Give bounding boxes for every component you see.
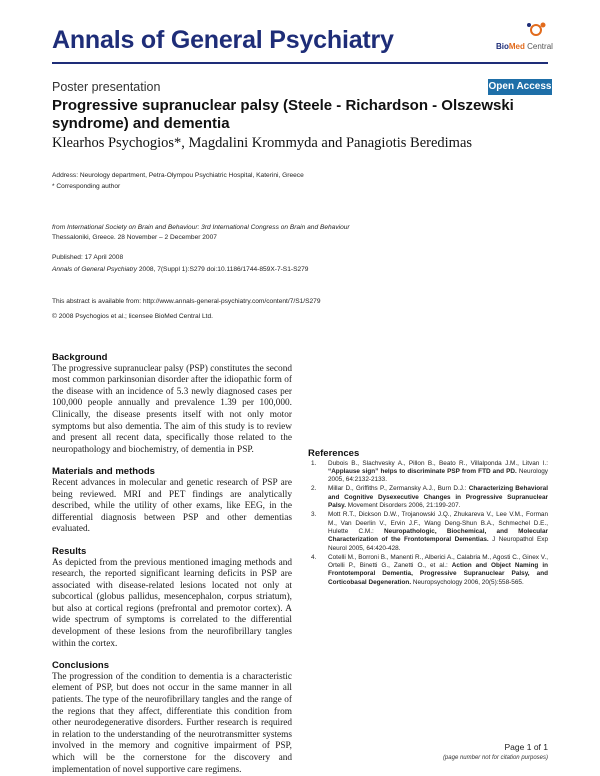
reference-number: 4. <box>311 553 317 561</box>
reference-title: “Applause sign” helps to discriminate PSP from FTD and PD. <box>328 467 517 475</box>
reference-source: Neuropsychology 2006, 20(5):558-565. <box>411 578 524 586</box>
right-column <box>308 352 548 588</box>
reference-authors: Cotelli M., Borroni B., Manenti R., Alberici A., Calabria M., Agosti C., Ginex V., Ortelli P., Binetti G., Zanetti O., et al.: <box>328 553 548 570</box>
article-title: Progressive supranuclear palsy (Steele - Richardson - Olszewski syndrome) and dementia <box>52 97 514 132</box>
author-list: Klearhos Psychogios*, Magdalini Krommyda and Panagiotis Beredimas <box>52 135 473 151</box>
methods-text: Recent advances in molecular and genetic research of PSP are being reviewed. MRI and PET findings are analytically described, while the utility of other exams, like EEG, in the differential diagnosis between PSP and other dementias evaluated. <box>52 477 292 535</box>
logo-central: Central <box>527 42 553 51</box>
reference-item <box>308 485 548 510</box>
article-type: Poster presentation <box>52 80 161 94</box>
background-heading: Background <box>52 352 108 363</box>
references-list <box>308 460 548 587</box>
left-column <box>52 352 292 776</box>
page-number-note: (page number not for citation purposes) <box>442 755 548 761</box>
reference-number: 1. <box>311 459 317 467</box>
reference-source: J Neuropathol Exp Neurol 2005, 64:420-428. <box>328 536 548 552</box>
reference-authors: Dubois B., Slachvesky A., Pillon B., Beato R., Villalponda J.M., Litvan I.: <box>328 459 548 467</box>
reference-item <box>308 460 548 485</box>
citation-journal: Annals of General Psychiatry <box>52 266 138 273</box>
reference-authors: Millar D., Griffiths P., Zermansky A.J., Burn D.J.: <box>328 485 469 493</box>
page-number: Page 1 of 1 <box>504 742 548 752</box>
citation-details: 2008, 7(Suppl 1):S279 doi:10.1186/1744-859X-7-S1-S279 <box>137 266 309 273</box>
reference-title: Neuropathologic, Biochemical, and Molecular Characterization of the Frontotemporal Dementias. <box>328 527 548 544</box>
methods-heading: Materials and methods <box>52 466 155 478</box>
published-date: Published: 17 April 2008 <box>52 254 124 261</box>
reference-title: Action and Object Naming in Frontotemporal Dementia, Progressive Supranuclear Palsy, and Corticobasal Degeneration. <box>328 562 548 586</box>
logo-med: Med <box>508 42 525 51</box>
reference-source: Neurology 2005, 64:2132-2133. <box>328 467 549 484</box>
results-text: As depicted from the previous mentioned imaging methods and research, the reported significant learning deficits in PSP are associated with disease-related lesions located not only at subcortical (globus pallidus, mesencephalon, corpus striatum), but also at cortical regions (prefrontal and premotor cortex). A wide spectrum of symptoms is correlated to the differential development of these lesions from the neurofibrillary tangles within the cortex. <box>52 557 292 649</box>
citation-line <box>52 266 308 273</box>
reference-number: 2. <box>311 485 317 493</box>
logo-bio: Bio <box>496 42 509 51</box>
conference-source-line2: Thessaloniki, Greece. 28 November – 2 December 2007 <box>52 234 217 241</box>
reference-authors: Mott R.T., Dickson D.W., Trojanowski J.Q., Zhukareva V., Lee V.M., Forman M., Van Deerlin V., Ervin J.F., Wang Deng-Shun B.A., Schmechel D.E., Hulette C.M.: <box>328 511 548 535</box>
corresponding-author-note: * Corresponding author <box>52 183 121 190</box>
reference-number: 3. <box>311 511 317 519</box>
reference-item <box>308 511 548 552</box>
biomed-central-logo-text <box>496 42 553 51</box>
references-heading: References <box>308 448 360 459</box>
results-heading: Results <box>52 545 87 557</box>
reference-source: Movement Disorders 2006, 21:199-207. <box>346 502 461 510</box>
open-access-badge: Open Access <box>488 79 552 95</box>
abstract-url[interactable]: This abstract is available from: http://www.annals-general-psychiatry.com/content/7/S1/S279 <box>52 298 321 305</box>
reference-title: Characterizing Behavioral and Cognitive Dysexecutive Changes in Progressive Supranuclear Palsy. <box>328 485 548 510</box>
journal-title: Annals of General Psychiatry <box>52 26 394 54</box>
reference-item <box>308 554 548 587</box>
conclusions-text: The progression of the condition to dementia is a characteristic element of PSP, but does not occur in the same manner in all patients. The type of the neurofibrillary tangles and the range of the regions that they affect, differentiate this condition from other neurodegenerative disorders. Further research is required in relation to the understanding of the neurotransmitter systems involved in the memory and cognitive impairment of PSP, which will be the cornerstone for the discovery and implementation of novel supportive care regimens. <box>52 671 292 775</box>
conference-source-line1: from International Society on Brain and Behaviour: 3rd International Congress on Brain and Behaviour <box>52 224 350 231</box>
background-text: The progressive supranuclear palsy (PSP) constitutes the second most common parkinsonian disorder after the idiopathic form of the disease with an incidence of 5.3 newly diagnosed cases per 100,000 people annually and prevalence 1.39 per 100,000. Clinically, the disease presents itself with not only motor symptoms but also dementia. The aim of this study is to review and present all recent data, specifically those related to the neuropathology and biochemistry, of dementia in PSP. <box>52 363 292 455</box>
author-address: Address: Neurology department, Petra-Olympou Psychiatric Hospital, Katerini, Greece <box>52 172 304 179</box>
conclusions-heading: Conclusions <box>52 660 110 672</box>
header-divider <box>52 62 548 64</box>
copyright-notice: © 2008 Psychogios et al.; licensee BioMed Central Ltd. <box>52 313 213 320</box>
